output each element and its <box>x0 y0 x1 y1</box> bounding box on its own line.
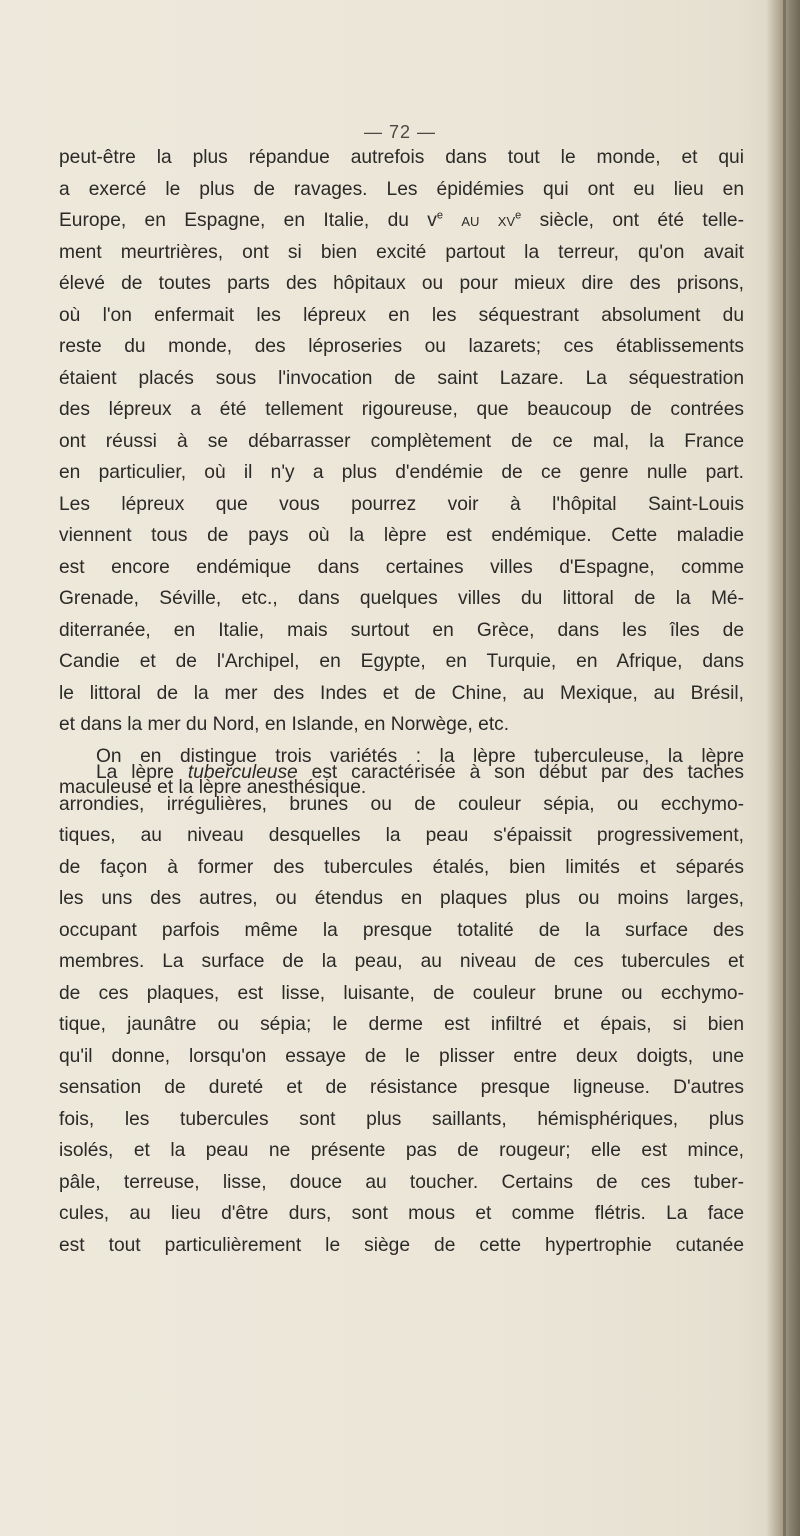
text-line: des lépreux a été tellement rigoureuse, que beaucoup de contrées <box>59 399 744 420</box>
text-line: Grenade, Séville, etc., dans quelques villes du littoral de la Mé- <box>59 588 744 609</box>
text-line: pâle, terreuse, lisse, douce au toucher. Certains de ces tuber- <box>59 1171 744 1193</box>
text-line: élevé de toutes parts des hôpitaux ou pour mieux dire des prisons, <box>59 273 744 294</box>
text-line: Candie et de l'Archipel, en Egypte, en Turquie, en Afrique, dans <box>59 651 744 672</box>
text-line: sensation de dureté et de résistance presque ligneuse. D'autres <box>59 1077 744 1098</box>
text-fragment: est caractérisée à son début par des taches <box>297 762 744 783</box>
text-line: peut-être la plus répandue autrefois dans tout le monde, et qui <box>59 147 744 168</box>
text-line: isolés, et la peau ne présente pas de rougeur; elle est mince, <box>59 1140 744 1161</box>
text-line: étaient placés sous l'invocation de saint Lazare. La séquestration <box>59 367 744 389</box>
text-line: fois, les tubercules sont plus saillants, hémisphériques, plus <box>59 1108 744 1130</box>
text-line: arrondies, irrégulières, brunes ou de couleur sépia, ou ecchymo- <box>59 793 744 815</box>
text-line: ont réussi à se débarrasser complètement de ce mal, la France <box>59 430 744 452</box>
text-line: viennent tous de pays où la lèpre est endémique. Cette maladie <box>59 525 744 546</box>
text-fragment: La lèpre <box>96 762 188 783</box>
text-line: On en distingue trois variétés : la lèpre tuberculeuse, la lèpre <box>96 745 744 767</box>
text-line: qu'il donne, lorsqu'on essaye de le plisser entre deux doigts, une <box>59 1045 744 1067</box>
text-line: les uns des autres, ou étendus en plaques plus ou moins larges, <box>59 888 744 909</box>
superscript: e <box>515 209 522 222</box>
text-line <box>59 205 744 237</box>
text-line: est encore endémique dans certaines villes d'Espagne, comme <box>59 556 744 578</box>
text-line: et dans la mer du Nord, en Islande, en Norwège, etc. <box>59 714 510 735</box>
text-line: est tout particulièrement le siège de cette hypertrophie cutanée <box>59 1234 744 1256</box>
text-line: tique, jaunâtre ou sépia; le derme est infiltré et épais, si bien <box>59 1014 744 1035</box>
text-line: de façon à former des tubercules étalés, bien limités et séparés <box>59 856 744 878</box>
superscript: e <box>436 209 444 222</box>
text-line: le littoral de la mer des Indes et de Chine, au Mexique, au Brésil, <box>59 682 744 704</box>
text-line: membres. La surface de la peau, au niveau de ces tubercules et <box>59 951 744 972</box>
text-line: maculeuse et la lèpre anesthésique. <box>59 777 367 798</box>
paragraph-1 <box>59 142 744 741</box>
text-line: tiques, au niveau desquelles la peau s'épaissit progressivement, <box>59 825 744 846</box>
italic-term: tuberculeuse <box>187 762 298 783</box>
text-fragment: Europe, en Espagne, en Italie, du v <box>59 210 437 231</box>
text-line: diterranée, en Italie, mais surtout en Grèce, dans les îles de <box>59 619 744 641</box>
page-edge-line <box>783 0 786 1536</box>
text-line: Les lépreux que vous pourrez voir à l'hôpital Saint-Louis <box>59 493 744 515</box>
text-line: ment meurtrières, ont si bien excité partout la terreur, qu'on avait <box>59 241 744 263</box>
text-line: de ces plaques, est lisse, luisante, de couleur brune ou ecchymo- <box>59 982 744 1004</box>
text-line: occupant parfois même la presque totalité de la surface des <box>59 919 744 941</box>
paragraph-3 <box>59 757 744 1261</box>
text-block-lower <box>59 757 744 1261</box>
text-block-upper <box>59 142 744 804</box>
text-line: cules, au lieu d'être durs, sont mous et comme flétris. La face <box>59 1203 744 1224</box>
text-line <box>59 757 744 789</box>
page-number: — 72 — <box>363 122 437 142</box>
text-line: en particulier, où il n'y a plus d'endémie de ce genre nulle part. <box>59 462 744 483</box>
text-fragment: au xv <box>443 210 516 231</box>
text-fragment: siècle, ont été telle- <box>521 210 744 231</box>
text-line: a exercé le plus de ravages. Les épidémies qui ont eu lieu en <box>59 178 744 200</box>
text-line: où l'on enfermait les lépreux en les séquestrant absolument du <box>59 304 744 326</box>
text-line: reste du monde, des léproseries ou lazarets; ces établissements <box>59 336 744 357</box>
